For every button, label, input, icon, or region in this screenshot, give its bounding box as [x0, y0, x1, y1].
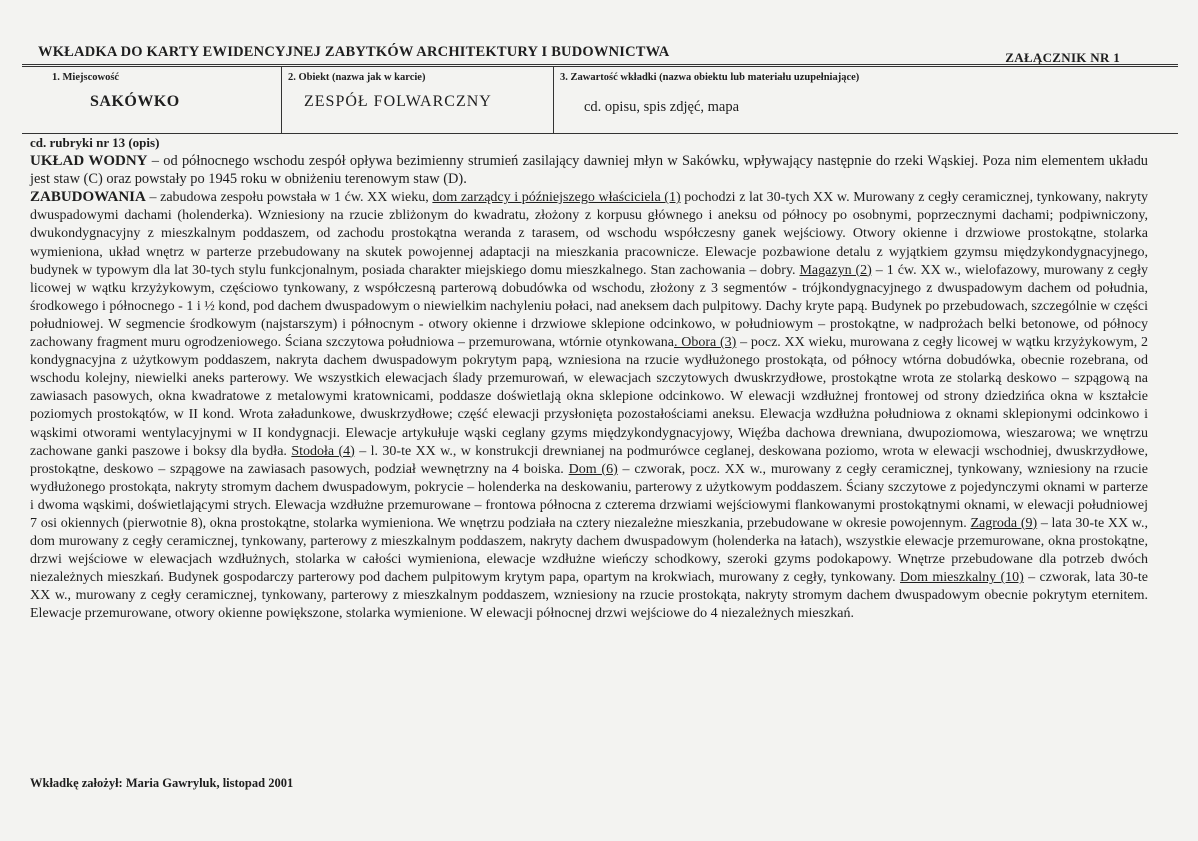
field-contents — [554, 67, 1178, 133]
text-segment: pochodzi z lat 30-tych XX w. Murowany z cegły ceramicznej, tynkowany, nakryty dwuspadowymi dachami (holenderka). Wzniesiony na rzucie zbliżonym do kwadratu, złożony z korpusu głównego i aneksu od północy po osobnymi, poprzecznymi dachami; podpiwniczony, dwukondygnacyjny z mieszkalnym poddaszem, od zachodu prostokątna weranda z tarasem, od wschodu współczesny ganek wejściowy. Otwory okienne i drzwiowe prostokątne, stolarka wymieniona, układ wnętrz w parterze przebudowany na skutek powojennej adaptacji na mieszkania pracownicze. Elewacje pozbawione detalu z wyjątkiem gzymsu międzykondygnacyjnego, budynek w typowym dla lat 30-tych stylu funkcjonalnym, posiada charakter miejskiego domu mieszkalnego. Stan zachowania – dobry. — [30, 190, 1149, 278]
text-segment: – czworak, lata 30-te XX w., murowany z cegły ceramicznej, tynkowany, parterowy z mieszkalnym poddaszem, wzniesiony na rzucie prostokąta, nakryty stromym dachem dwuspadowym obecnie pokrytym eternitem. Elewacje przemurowane, otwory okienne powiększone, stolarka wymienione. W elewacji północnej drzwi wejściowe do 4 niezależnych mieszkań. — [30, 570, 1149, 622]
field-location-value: SAKÓWKO — [90, 93, 180, 110]
fields-table — [22, 66, 1178, 134]
field-location-label: 1. Miejscowość — [52, 72, 120, 83]
description-body — [30, 134, 1148, 624]
building-ref-3: . Obora (3) — [674, 335, 737, 351]
water-text: – od północnego wschodu zespół opływa bezimienny strumień zasilający dawniej młyn w Sakówku, wpływający następnie do rzeki Wąskiej. Poza nim elementem układu jest staw (C) oraz powstały po 1945 roku w obniżeniu terenowym staw (D). — [30, 153, 1148, 188]
text-segment: – czworak, pocz. XX w., murowany z cegły ceramicznej, tynkowany, wzniesiony na rzucie wydłużonego prostokąta, nakryty stromym dachem dwuspadowym, pokrycie – holenderka na deskowaniu, parterowy z użytkowym poddaszem. Ściany szczytowe z pojedynczymi oknami w parterze i dwoma wąskimi, doświetlającymi strych. Elewacja wzdłużne przemurowane – frontowa północna z czterema drzwiami wejściowymi flankowanymi prostokątnymi oknami, w elewacji południowej 7 osi okiennych (pierwotnie 8), okna prostokątne, stolarka wymieniona. We wnętrzu podziała na cztery niezależne mieszkania, przebudowane w okresie powojennym. — [30, 461, 1148, 531]
text-segment: – lata 30-te XX w., dom murowany z cegły ceramicznej, tynkowany, parterowy z mieszkalnym poddaszem, nakryty dachem dwuspadowym (holenderka na łatach), wszystkie elewacje przemurowane, okna prostokątne, drzwi wejściowe w elewacjach wzdłużnych, stolarka w całości wymieniona, elewacje wzdłużne wieńczy schodkowy, szeroki gzyms podokapowy. Wnętrze przebudowane dla potrzeb dwóch niezależnych mieszkań. Budynek gospodarczy parterowy pod dachem pulpitowym krytym papa, opartym na krokwiach, murowany z cegły, tynkowany. — [30, 515, 1148, 586]
building-ref-2: Magazyn (2) — [799, 262, 872, 278]
water-paragraph — [30, 152, 1148, 188]
text-segment: – zabudowa zespołu powstała w 1 ćw. XX wieku, — [145, 190, 433, 206]
annex-number: ZAŁĄCZNIK NR 1 — [1005, 50, 1120, 65]
building-ref-10: Dom mieszkalny (10) — [900, 570, 1024, 586]
header-divider — [22, 64, 1178, 65]
buildings-heading: ZABUDOWANIA — [30, 189, 146, 206]
field-object-value: ZESPÓŁ FOLWARCZNY — [304, 93, 492, 110]
text-segment: – pocz. XX wieku, murowana z cegły licowej w wątku krzyżykowym, 2 kondygnacyjna z użytkowym poddaszem, nakryta dachem dwuspadowym pokrytym papą, wzniesiona na rzucie wydłużonego prostokąta, od północy wtórna dobudówka, obecnie rozebrana, od wschodu kolejny, niewielki aneks parterowy. We wszystkich elewacjach ślady przemurowań, w elewacjach szczytowych dwuskrzydłowe, prostokątne wrota ze stolarką deskowo – szpągową na zawiasach pasowych, okna kwadratowe z metalowymi kratownicami, poddasze doświetlają okna sklepione odcinkowo. W elewacji wzdłużnej frontowej od strony dziedzińca okna w kształcie poziomych prostokątów, w II kond. Wrota załadunkowe, dwuskrzydłowe; część elewacji przysłonięta pozostałościami aneksu. Elewacja wzdłużna południowa z oknami sklepionymi odcinkowo i wąskimi otworami wentylacyjnymi w II kondygnacji. Elewacje artykułuje wąski ceglany gzyms międzykondygnacyjowy, Więźba dachowa drewniana, dwupoziomowa, wieszarowa; we wnętrzu zachowane ganki paszowe i boksy dla bydła. — [30, 335, 1149, 459]
field-object-label: 2. Obiekt (nazwa jak w karcie) — [288, 72, 426, 83]
text-segment: – l. 30-te XX w., w konstrukcji drewnianej na podmurówce ceglanej, deskowana poziomo, wrota w elewacji wschodniej, dwuskrzydłowe, prostokątne, deskowo – szpągowe na zawiasach pasowych, podział wewnętrzny na 4 boiska. — [30, 443, 1149, 477]
building-ref-4: Stodoła (4) — [291, 443, 355, 459]
building-ref-9: Zagroda (9) — [970, 515, 1038, 531]
document-title: WKŁADKA DO KARTY EWIDENCYJNEJ ZABYTKÓW ARCHITEKTURY I BUDOWNICTWA — [38, 44, 670, 60]
water-heading: UKŁAD WODNY — [30, 153, 148, 170]
field-location — [22, 67, 282, 133]
building-ref-6: Dom (6) — [568, 461, 618, 477]
field-object — [282, 67, 554, 133]
building-ref-1: dom zarządcy i późniejszego właściciela (1) — [432, 190, 681, 206]
buildings-paragraph — [30, 188, 1148, 623]
field-contents-label: 3. Zawartość wkładki (nazwa obiektu lub materiału uzupełniające) — [560, 72, 860, 83]
author-note: Wkładkę założył: Maria Gawryluk, listopad 2001 — [30, 776, 294, 790]
field-contents-value: cd. opisu, spis zdjęć, mapa — [584, 99, 740, 115]
section-label: cd. rubryki nr 13 (opis) — [30, 135, 160, 150]
text-segment: – 1 ćw. XX w., wielofazowy, murowany z cegły licowej w wątku krzyżykowym, częściowo tynkowany, z współczesną parterową dobudówka od wschodu, złożony z 3 segmentów - trójkondygnacyjnego z dwuspadowym dachem od południa, środkowego i północnego - 1 i ½ kond, pod dachem dwuspadowym o niewielkim nachyleniu połaci, nad aneksem dach pulpitowy. Dachy kryte papą. Budynek po przebudowach, szczególnie w części południowej. W segmencie środkowym (najstarszym) i północnym - otwory okienne i drzwiowe sklepione odcinkowo, w południowym – prostokątne, w nadprożach belki betonowe, od północy zachowany fragment muru ogrodzeniowego. Ściana szczytowa południowa – przemurowana, wtórnie otynkowana — [30, 262, 1149, 351]
